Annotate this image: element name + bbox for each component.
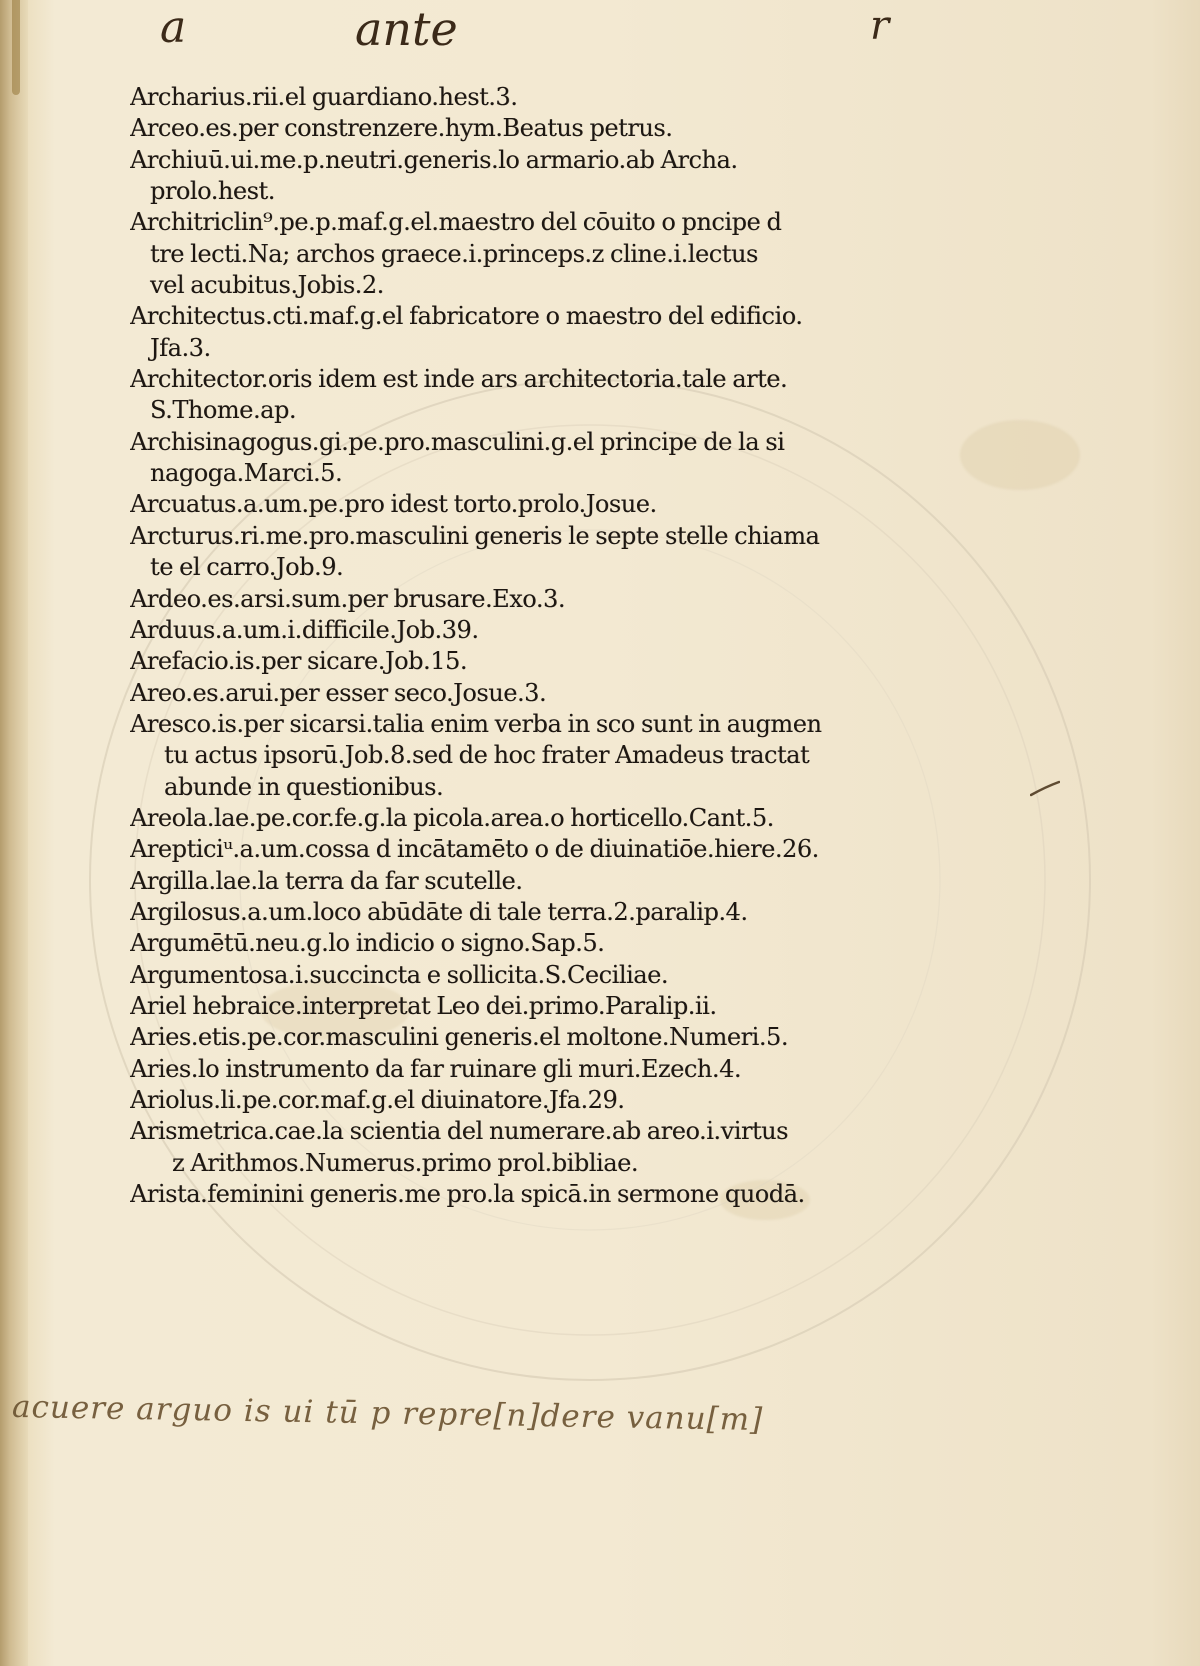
entry-line: Arceo.es.per constrenzere.hym.Beatus petrus. <box>130 114 673 143</box>
binding-stain <box>12 0 20 95</box>
entry-line: Arduus.a.um.i.difficile.Job.39. <box>130 615 479 644</box>
entry-line: Jfa.3. <box>150 333 211 362</box>
entry-line: z Arithmos.Numerus.primo prol.bibliae. <box>172 1148 639 1177</box>
entry-line: nagoga.Marci.5. <box>150 459 343 488</box>
entry-line: Argumentosa.i.succincta e sollicita.S.Ceciliae. <box>130 960 669 989</box>
entry-line: Areola.lae.pe.cor.fe.g.la picola.area.o horticello.Cant.5. <box>130 803 774 832</box>
entry-line: Aries.etis.pe.cor.masculini generis.el moltone.Numeri.5. <box>130 1023 789 1052</box>
entry-line: tu actus ipsorū.Job.8.sed de hoc frater Amadeus tractat <box>164 741 810 770</box>
ink-stroke-icon <box>1030 780 1060 798</box>
entry-line: abunde in questionibus. <box>164 772 444 801</box>
entry-line: Areo.es.arui.per esser seco.Josue.3. <box>130 678 547 707</box>
entry-line: Arepticiᵘ.a.um.cossa d incātamēto o de diuinatiōe.hiere.26. <box>130 835 819 864</box>
entry-line: Arcuatus.a.um.pe.pro idest torto.prolo.Josue. <box>130 490 657 519</box>
header-left-mark: a <box>160 2 187 53</box>
entry-line: Arcturus.ri.me.pro.masculini generis le septe stelle chiama <box>130 521 820 550</box>
entry-line: te el carro.Job.9. <box>150 553 344 582</box>
entry-line: Ariel hebraice.interpretat Leo dei.primo.Paralip.ii. <box>130 991 717 1020</box>
entry-line: Ariolus.li.pe.cor.maf.g.el diuinatore.Jfa.29. <box>130 1086 625 1114</box>
header-right-mark: r <box>870 3 890 49</box>
entry-line: Architector.oris idem est inde ars architectoria.tale arte. <box>130 365 788 394</box>
entry-line: Aries.lo instrumento da far ruinare gli muri.Ezech.4. <box>130 1054 742 1083</box>
entry-line: vel acubitus.Jobis.2. <box>150 271 384 300</box>
entry-line: Archiuū.ui.me.p.neutri.generis.lo armario.ab Archa. <box>130 145 738 174</box>
entry-line: Architriclin⁹.pe.p.maf.g.el.maestro del cōuito o pncipe d <box>130 208 782 237</box>
entry-line: Arefacio.is.per sicare.Job.15. <box>130 647 468 676</box>
entry-line: Argilosus.a.um.loco abūdāte di tale terra.2.paralip.4. <box>130 897 748 926</box>
entry-line: Argilla.lae.la terra da far scutelle. <box>130 866 523 895</box>
entry-line: Arismetrica.cae.la scientia del numerare.ab areo.i.virtus <box>130 1117 789 1146</box>
entry-line: prolo.hest. <box>150 177 275 206</box>
dictionary-entries <box>130 82 990 1210</box>
entry-line: S.Thome.ap. <box>150 396 297 425</box>
entry-line: Aresco.is.per sicarsi.talia enim verba in sco sunt in augmen <box>130 709 822 738</box>
header-center-word: ante <box>355 2 458 56</box>
entry-line: Archisinagogus.gi.pe.pro.masculini.g.el principe de la si <box>130 427 785 456</box>
entry-line: Argumētū.neu.g.lo indicio o signo.Sap.5. <box>130 929 605 958</box>
entry-line: Archarius.rii.el guardiano.hest.3. <box>130 83 518 111</box>
entry-line: Ardeo.es.arsi.sum.per brusare.Exo.3. <box>130 584 566 613</box>
entry-line: tre lecti.Na; archos graece.i.princeps.z cline.i.lectus <box>150 239 758 268</box>
entry-line: Architectus.cti.maf.g.el fabricatore o maestro del edificio. <box>130 302 803 331</box>
handwritten-annotation: acuere arguo is ui tū p repre[n]dere vanu[m] <box>11 1388 764 1439</box>
entry-line: Arista.feminini generis.me pro.la spicā.in sermone quodā. <box>130 1180 805 1209</box>
